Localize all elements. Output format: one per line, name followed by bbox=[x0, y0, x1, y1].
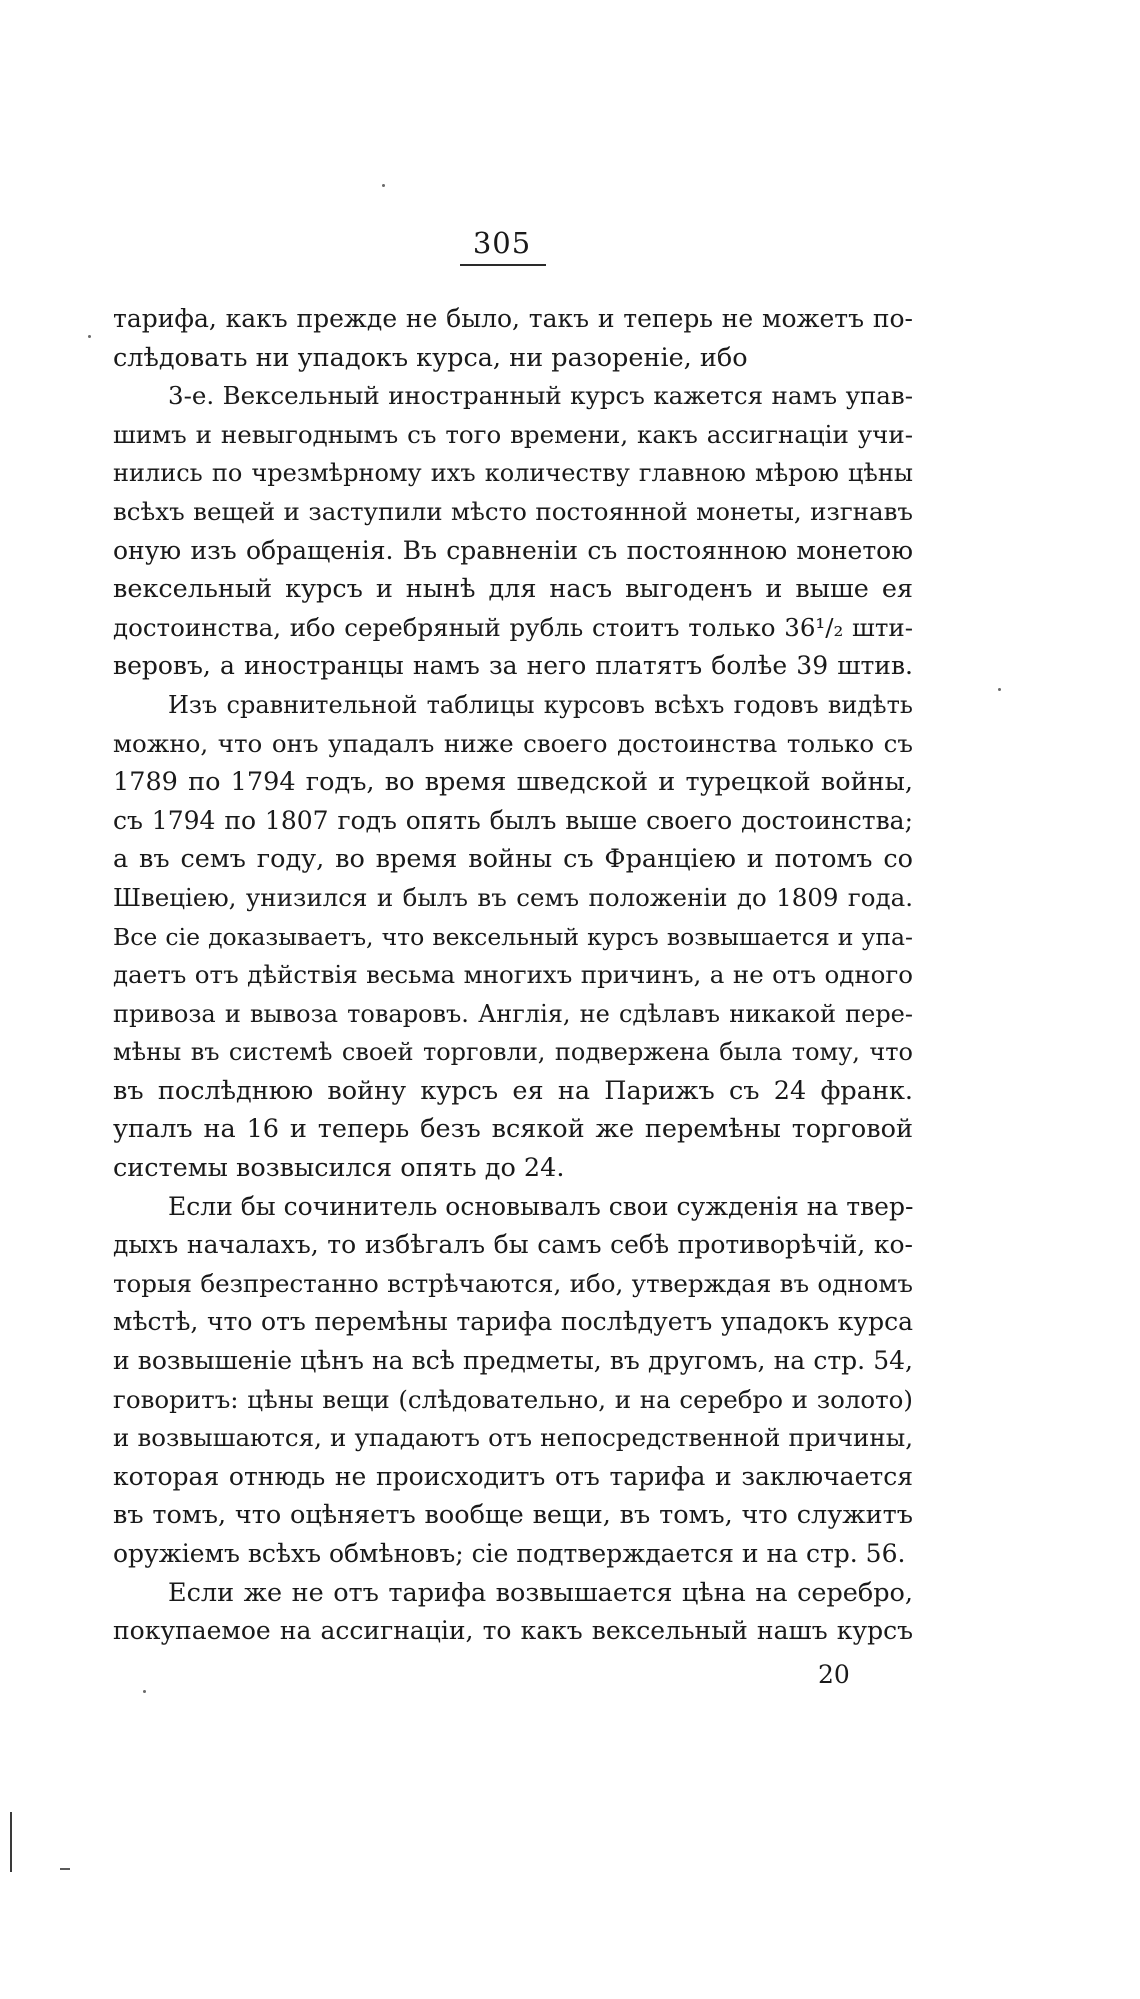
text-line: шимъ и невыгоднымъ съ того времени, какъ ассигнаціи учи- bbox=[113, 419, 913, 449]
text-line: съ 1794 по 1807 годъ опять былъ выше своего достоинства; bbox=[113, 805, 913, 835]
text-line: и возвышаются, и упадаютъ отъ непосредственной причины, bbox=[113, 1423, 913, 1453]
text-line: Изъ сравнительной таблицы курсовъ всѣхъ годовъ видѣть bbox=[168, 690, 913, 719]
text-line: даетъ отъ дѣйствія весьма многихъ причинъ, а не отъ одного bbox=[113, 960, 913, 990]
text-line: мѣстѣ, что отъ перемѣны тарифа послѣдуетъ упадокъ курса bbox=[113, 1307, 913, 1337]
ink-speck bbox=[998, 688, 1001, 691]
text-line: достоинства, ибо серебряный рубль стоитъ только 36¹/₂ шти- bbox=[113, 612, 913, 642]
ink-speck bbox=[143, 1690, 146, 1693]
text-line: нились по чрезмѣрному ихъ количеству главною мѣрою цѣны bbox=[113, 459, 913, 488]
text-line: и возвышеніе цѣнъ на всѣ предметы, въ другомъ, на стр. 54, bbox=[113, 1346, 913, 1376]
paragraph-1 bbox=[113, 300, 913, 377]
text-line: можно, что онъ упадалъ ниже своего достоинства только съ bbox=[113, 728, 913, 758]
text-line: Все сіе доказываетъ, что вексельный курсъ возвышается и упа- bbox=[113, 922, 913, 951]
text-line: привоза и вывоза товаровъ. Англія, не сдѣлавъ никакой пере- bbox=[113, 999, 913, 1028]
text-line: мѣны въ системѣ своей торговли, подвержена была тому, что bbox=[113, 1038, 913, 1067]
text-line: Если бы сочинитель основывалъ свои сужденія на твер- bbox=[168, 1191, 914, 1221]
paragraph-5 bbox=[113, 1574, 913, 1651]
text-line: говоритъ: цѣны вещи (слѣдовательно, и на серебро и золото) bbox=[113, 1384, 913, 1414]
text-line: оружіемъ всѣхъ обмѣновъ; сіе подтверждается и на стр. 56. bbox=[113, 1539, 906, 1568]
text-line: Швеціею, унизился и былъ въ семъ положеніи до 1809 года. bbox=[113, 882, 913, 912]
text-line: системы возвысился опять до 24. bbox=[113, 1153, 565, 1184]
text-line: 1789 по 1794 годъ, во время шведской и турецкой войны, bbox=[113, 767, 913, 798]
text-line: покупаемое на ассигнаціи, то какъ вексельный нашъ курсъ bbox=[113, 1616, 913, 1646]
ink-speck bbox=[382, 184, 385, 187]
signature-mark: 20 bbox=[818, 1660, 850, 1689]
body-text bbox=[113, 300, 913, 1651]
text-line: дыхъ началахъ, то избѣгалъ бы самъ себѣ противорѣчій, ко- bbox=[113, 1230, 913, 1260]
text-line: въ послѣднюю войну курсъ ея на Парижъ съ 24 франк. bbox=[113, 1075, 913, 1106]
margin-mark-vertical bbox=[10, 1812, 12, 1872]
text-line: а въ семъ году, во время войны съ Франціею и потомъ со bbox=[113, 844, 913, 875]
text-line: которая отнюдь не происходитъ отъ тарифа и заключается bbox=[113, 1461, 913, 1491]
margin-mark-horizontal bbox=[60, 1868, 70, 1870]
text-line: слѣдовать ни упадокъ курса, ни разореніе, ибо bbox=[113, 342, 748, 373]
text-line: вексельный курсъ и нынѣ для насъ выгоденъ и выше ея bbox=[113, 574, 913, 605]
text-line: оную изъ обращенія. Въ сравненіи съ постоянною монетою bbox=[113, 535, 913, 565]
text-line: упалъ на 16 и теперь безъ всякой же перемѣны торговой bbox=[113, 1114, 913, 1145]
text-line: веровъ, а иностранцы намъ за него платятъ болѣе 39 штив. bbox=[113, 651, 913, 681]
paragraph-4 bbox=[113, 1188, 913, 1574]
page-number: 305 bbox=[472, 226, 532, 260]
page-number-rule bbox=[460, 264, 546, 266]
paragraph-2 bbox=[113, 377, 913, 686]
paragraph-3 bbox=[113, 686, 913, 1188]
ink-speck bbox=[88, 335, 91, 338]
text-line: всѣхъ вещей и заступили мѣсто постоянной монеты, изгнавъ bbox=[113, 496, 913, 526]
text-line: тарифа, какъ прежде не было, такъ и теперь не можетъ по- bbox=[113, 304, 913, 333]
text-line: 3-е. Вексельный иностранный курсъ кажется намъ упав- bbox=[168, 381, 913, 411]
text-line: въ томъ, что оцѣняетъ вообще вещи, въ томъ, что служитъ bbox=[113, 1500, 913, 1531]
text-line: торыя безпрестанно встрѣчаются, ибо, утверждая въ одномъ bbox=[113, 1268, 913, 1298]
text-line: Если же не отъ тарифа возвышается цѣна на серебро, bbox=[168, 1577, 913, 1608]
